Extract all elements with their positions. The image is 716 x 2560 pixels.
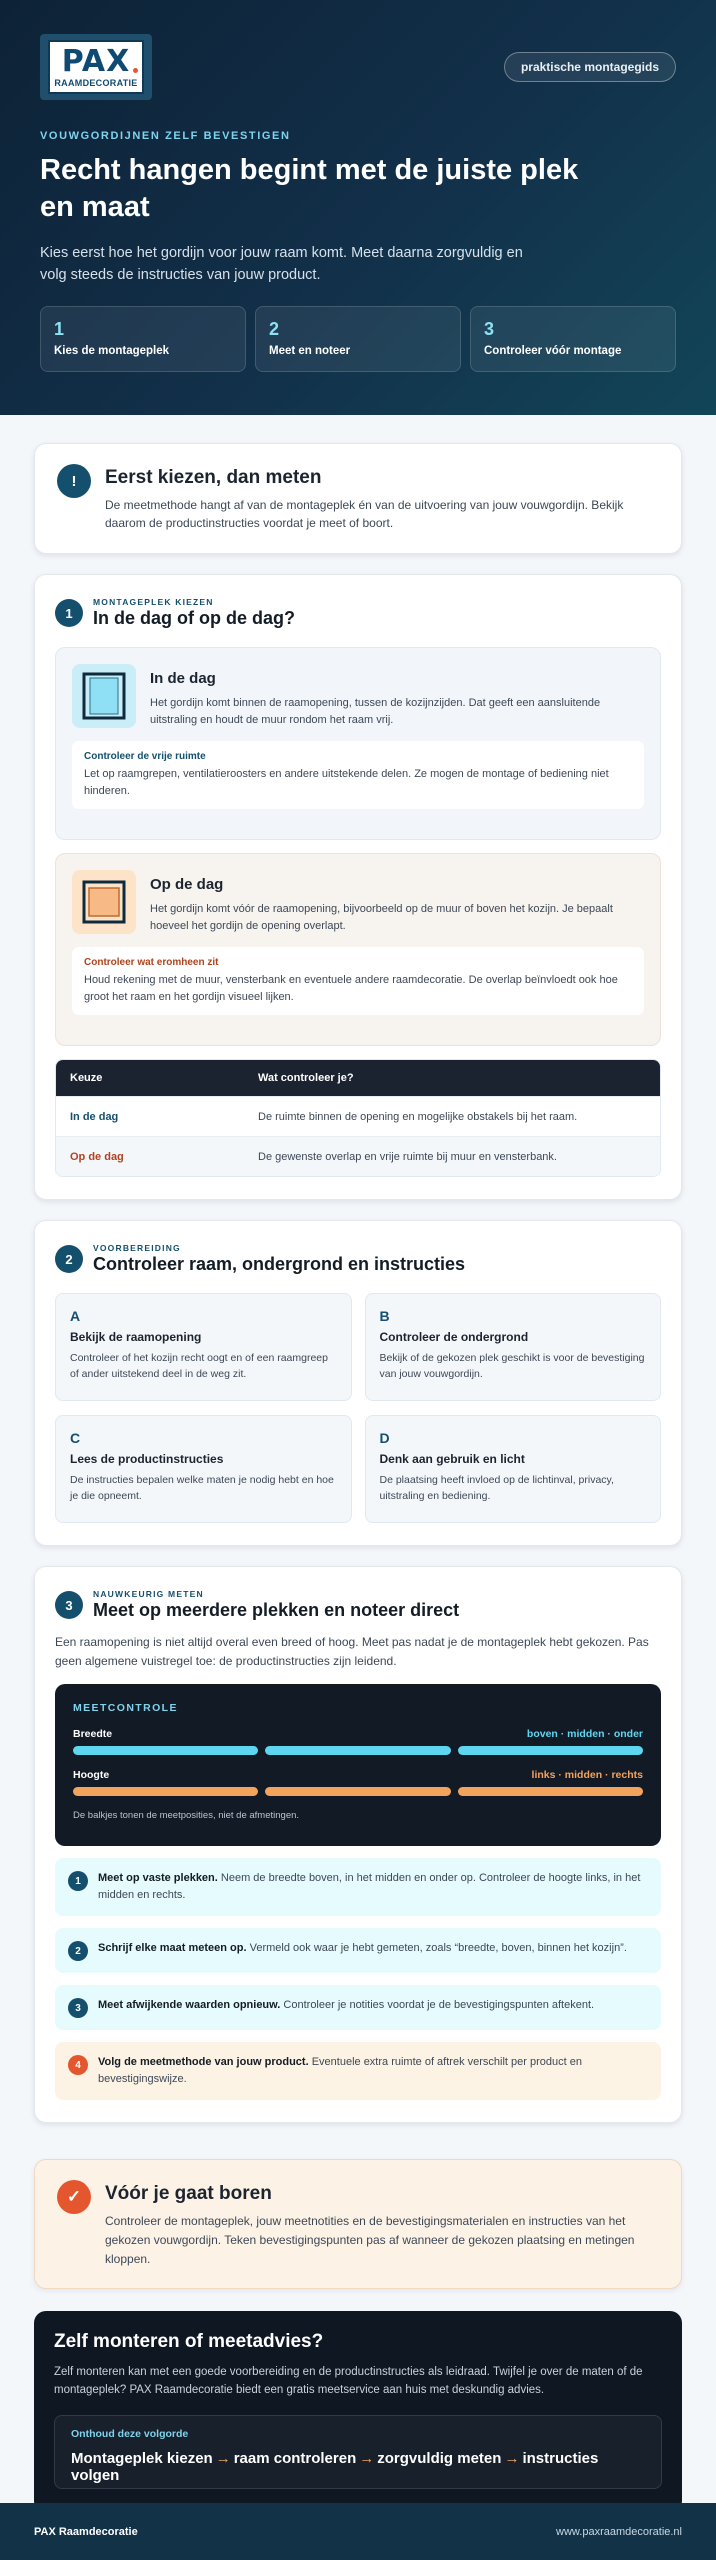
measure-positions: boven · midden · onder — [526, 1728, 643, 1740]
section-eyebrow: NAUWKEURIG METEN — [93, 1589, 204, 1599]
section-number: 1 — [55, 599, 83, 627]
warning-title: Vóór je gaat boren — [105, 2183, 272, 2204]
measure-label: Hoogte — [73, 1769, 110, 1781]
hero — [0, 0, 716, 415]
tip-bold: Meet afwijkende waarden opnieuw. — [98, 1999, 281, 2011]
table-row — [56, 1096, 660, 1136]
measure-bar — [73, 1746, 258, 1755]
option-text: Het gordijn komt binnen de raamopening, tussen de kozijnzijden. Dat geeft een aansluitende uitstraling en houdt de muur rondom het raam vrij. — [150, 697, 601, 726]
prep-text: Bekijk of de gekozen plek geschikt is voor de bevestiging van jouw vouwgordijn. — [379, 1352, 645, 1380]
section-header — [55, 1243, 661, 1275]
window-outside-icon — [72, 870, 136, 934]
prep-text: De plaatsing heeft invloed op de lichtinval, privacy, uitstraling en bediening. — [379, 1474, 614, 1502]
hero-steps — [40, 306, 676, 372]
prep-title: Lees de productinstructies — [70, 1452, 224, 1466]
table-cell-check: De gewenste overlap en vrije ruimte bij muur en vensterbank. — [258, 1150, 557, 1163]
measure-panel — [55, 1684, 661, 1846]
measure-bar — [458, 1787, 643, 1796]
measure-label: Breedte — [73, 1728, 113, 1740]
step-number: 2 — [269, 319, 280, 339]
intro-text: De meetmethode hangt af van de montageplek én van de uitvoering van jouw vouwgordijn. Bekijk daarom de productinstructies voordat je meet of boort. — [105, 498, 624, 530]
option-text: Het gordijn komt vóór de raamopening, bijvoorbeeld op de muur of boven het kozijn. Je bepaalt hoeveel het gordijn de opening overlapt. — [150, 903, 613, 932]
measure-footnote: De balkjes tonen de meetposities, niet de afmetingen. — [73, 1810, 300, 1821]
warning-text: Controleer de montageplek, jouw meetnotities en de bevestigingsmaterialen en instructies van het gekozen vouwgordijn. Teken bevestigingspunten pas af wanneer de gekozen plaatsing en metingen kloppen. — [105, 2214, 635, 2266]
note-title: Controleer wat eromheen zit — [84, 957, 219, 968]
window-inside-icon — [72, 664, 136, 728]
hero-lead: Kies eerst hoe het gordijn voor jouw raam komt. Meet daarna zorgvuldig en volg steeds de instructies van jouw product. — [40, 245, 523, 283]
column-header: Keuze — [70, 1072, 103, 1084]
tip-number: 3 — [68, 1998, 88, 2018]
choice-table — [55, 1059, 661, 1177]
section-lead: Een raamopening is niet altijd overal even breed of hoog. Meet pas nadat je de montageplek hebt gekozen. Pas geen algemene vuistregel toe: de productinstructies zijn leidend. — [55, 1635, 649, 1668]
page-title: Recht hangen begint met de juiste plek en maat — [40, 154, 579, 223]
prep-text: De instructies bepalen welke maten je nodig hebt en hoe je die opneemt. — [70, 1474, 334, 1502]
tip-text — [98, 1940, 627, 1957]
pax-logo[interactable] — [40, 34, 152, 100]
footer-brand: PAX Raamdecoratie — [34, 2525, 138, 2538]
tip-bold: Schrijf elke maat meteen op. — [98, 1942, 247, 1954]
footer-website-link[interactable]: www.paxraamdecoratie.nl — [556, 2525, 682, 2538]
order-step: zorgvuldig meten — [377, 2450, 502, 2467]
measure-width-row — [73, 1728, 643, 1755]
prep-item-b — [365, 1293, 662, 1401]
tip-item — [55, 1985, 661, 2030]
arrow-right-icon: → — [215, 2450, 231, 2467]
arrow-right-icon: → — [359, 2450, 375, 2467]
table-header — [56, 1060, 660, 1096]
tip-text — [98, 1870, 648, 1904]
measure-bar — [265, 1746, 450, 1755]
table-cell-check: De ruimte binnen de opening en mogelijke obstakels bij het raam. — [258, 1110, 578, 1123]
section-title: Meet op meerdere plekken en noteer direct — [93, 1600, 460, 1620]
prep-item-d — [365, 1415, 662, 1523]
prep-title: Bekijk de raamopening — [70, 1330, 202, 1344]
tip-body: Eventuele extra ruimte of aftrek verschilt per product en bevestigingswijze. — [98, 2056, 582, 2085]
section-number: 2 — [55, 1245, 83, 1273]
note-title: Controleer de vrije ruimte — [84, 751, 206, 762]
tip-item — [55, 1858, 661, 1916]
tip-number: 4 — [68, 2055, 88, 2075]
section-number: 3 — [55, 1591, 83, 1619]
measure-bars — [73, 1746, 643, 1755]
guide-badge: praktische montagegids — [504, 52, 676, 82]
step-number: 1 — [54, 319, 65, 339]
section-title: In de dag of op de dag? — [93, 608, 295, 628]
section-eyebrow: MONTAGEPLEK KIEZEN — [93, 597, 214, 607]
exclamation-icon: ! — [57, 464, 91, 498]
table-cell-choice: Op de dag — [70, 1150, 124, 1163]
step-number: 3 — [484, 319, 495, 339]
preparation-grid — [55, 1293, 661, 1523]
step-label: Controleer vóór montage — [484, 345, 622, 357]
note-text: Houd rekening met de muur, vensterbank en eventuele andere raamdecoratie. De overlap beïnvloedt ook hoe groot het raam en het gordijn visueel lijken. — [84, 974, 618, 1003]
prep-text: Controleer of het kozijn recht oogt en of een raamgreep of ander uitstekend deel in de weg zit. — [70, 1352, 328, 1380]
section-title: Controleer raam, ondergrond en instructies — [93, 1254, 466, 1274]
table-row — [56, 1136, 660, 1176]
tip-number: 1 — [68, 1871, 88, 1891]
section-mounting-place — [34, 574, 682, 1200]
section-measuring — [34, 1566, 682, 2123]
advice-text: Zelf monteren kan met een goede voorbereiding en de productinstructies als leidraad. Twijfel je over de maten of de montageplek? PAX Raamdecoratie biedt een gratis meetservice aan huis met deskundig advies. — [54, 2366, 643, 2396]
tip-body: Vermeld ook waar je hebt gemeten, zoals “breedte, boven, binnen het kozijn”. — [246, 1942, 627, 1954]
tip-body: Neem de breedte boven, in het midden en onder op. Controleer de hoogte links, in het midden en rechts. — [98, 1872, 641, 1901]
order-step: Montageplek kiezen — [71, 2450, 213, 2467]
option-title: In de dag — [150, 670, 216, 687]
arrow-right-icon: → — [504, 2450, 520, 2467]
logo-subtext: RAAMDECORATIE — [54, 77, 138, 88]
step-label: Meet en noteer — [269, 345, 351, 357]
tip-bold: Meet op vaste plekken. — [98, 1872, 218, 1884]
advice-title: Zelf monteren of meetadvies? — [54, 2331, 324, 2352]
measure-bar — [458, 1746, 643, 1755]
order-box — [54, 2415, 662, 2489]
tip-body: Controleer je notities voordat je de bevestigingspunten aftekent. — [280, 1999, 595, 2011]
measure-title: MEETCONTROLE — [73, 1702, 178, 1714]
measure-bars — [73, 1787, 643, 1796]
logo-text: PAX — [61, 43, 131, 79]
check-icon: ✓ — [57, 2180, 91, 2214]
column-header: Wat controleer je? — [258, 1072, 354, 1084]
tip-item — [55, 2042, 661, 2100]
footer — [0, 2503, 716, 2560]
tip-item — [55, 1928, 661, 1973]
prep-item-c — [55, 1415, 352, 1523]
measure-bar — [265, 1787, 450, 1796]
option-in-de-dag — [55, 647, 661, 840]
section-eyebrow: VOORBEREIDING — [93, 1243, 181, 1253]
section-preparation — [34, 1220, 682, 1546]
note-text: Let op raamgrepen, ventilatieroosters en andere uitstekende delen. Ze mogen de montage of bediening niet hinderen. — [84, 768, 609, 797]
prep-letter: A — [70, 1308, 81, 1324]
option-title: Op de dag — [150, 876, 224, 893]
hero-step-1 — [40, 306, 246, 372]
table-cell-choice: In de dag — [70, 1110, 119, 1123]
intro-title: Eerst kiezen, dan meten — [105, 467, 322, 488]
option-op-de-dag — [55, 853, 661, 1046]
order-step: instructies volgen — [71, 2450, 599, 2484]
measure-positions: links · midden · rechts — [531, 1769, 643, 1781]
prep-letter: D — [379, 1430, 390, 1446]
measure-height-row — [73, 1769, 643, 1796]
logo-mark — [48, 40, 144, 94]
order-title: Onthoud deze volgorde — [71, 2428, 189, 2440]
measure-bar — [73, 1787, 258, 1796]
prep-title: Controleer de ondergrond — [379, 1330, 529, 1344]
prep-letter: B — [379, 1308, 390, 1324]
section-header — [55, 1589, 661, 1621]
prep-item-a — [55, 1293, 352, 1401]
order-step: raam controleren — [233, 2450, 357, 2467]
before-drilling-card — [34, 2159, 682, 2289]
option-note — [72, 741, 644, 809]
order-steps — [71, 2450, 645, 2484]
intro-card — [34, 443, 682, 554]
step-label: Kies de montageplek — [54, 345, 170, 357]
prep-title: Denk aan gebruik en licht — [379, 1452, 525, 1466]
tip-text — [98, 1997, 594, 2014]
hero-step-2 — [255, 306, 461, 372]
option-note — [72, 947, 644, 1015]
hero-step-3 — [470, 306, 676, 372]
section-header — [55, 597, 661, 629]
hero-eyebrow: VOUWGORDIJNEN ZELF BEVESTIGEN — [40, 130, 291, 142]
main-content — [0, 415, 716, 2503]
tip-bold: Volg de meetmethode van jouw product. — [98, 2056, 309, 2068]
advice-card — [34, 2311, 682, 2513]
prep-letter: C — [70, 1430, 81, 1446]
tip-number: 2 — [68, 1941, 88, 1961]
tip-text — [98, 2054, 648, 2088]
